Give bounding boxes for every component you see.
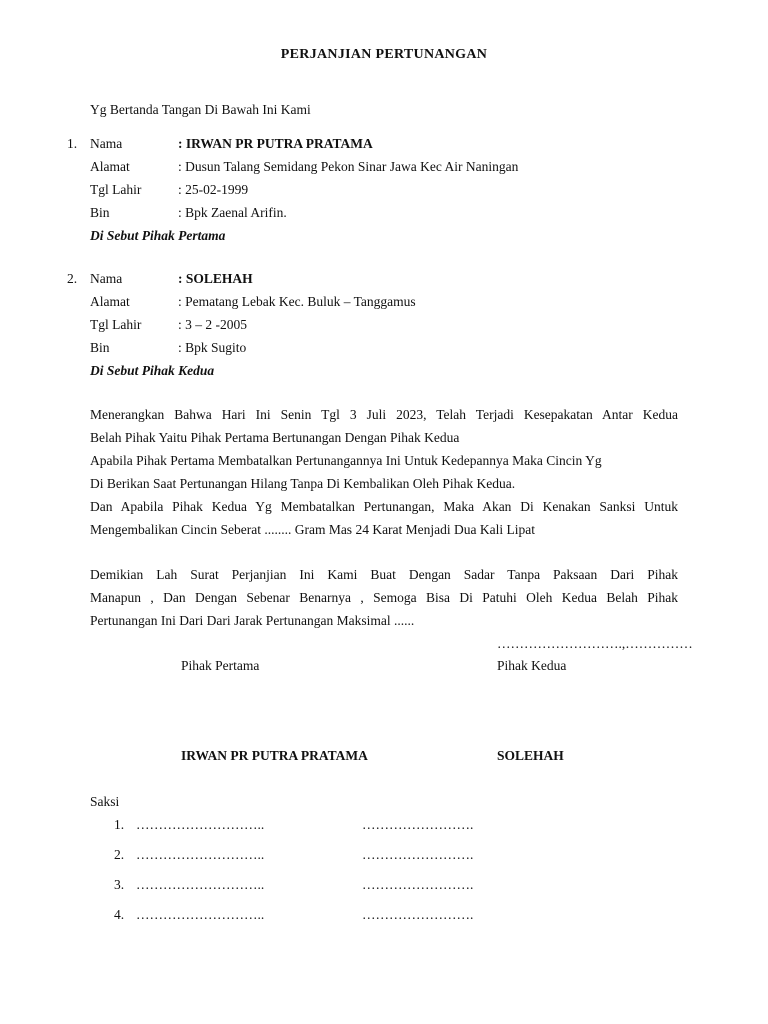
- witness-signature-line: ………………………..: [136, 907, 265, 922]
- agreement-line: Dan Apabila Pihak Kedua Yg Membatalkan Pertunangan, Maka Akan Di Kenakan Sanksi Untuk: [90, 499, 678, 514]
- party-2-designation: Di Sebut Pihak Kedua: [90, 363, 215, 378]
- witness-signature-line: ………………………..: [136, 877, 265, 892]
- document-title: PERJANJIAN PERTUNANGAN: [280, 47, 488, 62]
- party-2-father-label: Bin: [90, 340, 110, 355]
- party-1-designation: Di Sebut Pihak Pertama: [90, 228, 226, 243]
- agreement-line: Apabila Pihak Pertama Membatalkan Pertunangannya Ini Untuk Kedepannya Maka Cincin Yg: [90, 453, 602, 468]
- intro-text: Yg Bertanda Tangan Di Bawah Ini Kami: [90, 102, 311, 117]
- witness-number: 2.: [114, 847, 125, 862]
- agreement-line: Belah Pihak Yaitu Pihak Pertama Bertunangan Dengan Pihak Kedua: [90, 430, 460, 445]
- party-2-number: 2.: [67, 271, 78, 286]
- closing-paragraph: [90, 563, 678, 632]
- party-1-name-label: Nama: [90, 136, 123, 151]
- agreement-line: Mengembalikan Cincin Seberat ........ Gram Mas 24 Karat Menjadi Dua Kali Lipat: [90, 522, 536, 537]
- party-1-address-label: Alamat: [90, 159, 130, 174]
- first-party-role: Pihak Pertama: [181, 658, 260, 673]
- agreement-line: Menerangkan Bahwa Hari Ini Senin Tgl 3 Juli 2023, Telah Terjadi Kesepakatan Antar Kedua: [90, 407, 678, 422]
- closing-line: Pertunangan Ini Dari Dari Jarak Pertunangan Maksimal ......: [90, 613, 415, 628]
- party-2-address-value: : Pematang Lebak Kec. Buluk – Tanggamus: [178, 294, 416, 309]
- party-2-birthdate-label: Tgl Lahir: [90, 317, 142, 332]
- witness-name-line: …………………….: [362, 907, 474, 922]
- agreement-line: Di Berikan Saat Pertunangan Hilang Tanpa Di Kembalikan Oleh Pihak Kedua.: [90, 476, 516, 491]
- place-date-line: ……………………….,……………: [497, 636, 693, 651]
- party-1-address-value: : Dusun Talang Semidang Pekon Sinar Jawa Kec Air Naningan: [178, 159, 519, 174]
- party-2-name-value: : SOLEHAH: [178, 271, 253, 286]
- party-2-birthdate-value: : 3 – 2 -2005: [178, 317, 247, 332]
- party-2-name-label: Nama: [90, 271, 123, 286]
- witness-number: 4.: [114, 907, 125, 922]
- party-1-father-value: : Bpk Zaenal Arifin.: [178, 205, 287, 220]
- witness-name-line: …………………….: [362, 847, 474, 862]
- witness-name-line: …………………….: [362, 877, 474, 892]
- party-2-father-value: : Bpk Sugito: [178, 340, 247, 355]
- second-party-role: Pihak Kedua: [497, 658, 567, 673]
- witness-number: 3.: [114, 877, 125, 892]
- closing-line: Demikian Lah Surat Perjanjian Ini Kami Buat Dengan Sadar Tanpa Paksaan Dari Pihak: [90, 567, 678, 582]
- first-party-signature-name: IRWAN PR PUTRA PRATAMA: [181, 748, 368, 763]
- witness-name-line: …………………….: [362, 817, 474, 832]
- party-2-address-label: Alamat: [90, 294, 130, 309]
- closing-line: Manapun , Dan Dengan Sebenar Benarnya , Semoga Bisa Di Patuhi Oleh Kedua Belah Pihak: [90, 590, 678, 605]
- witness-heading: Saksi: [90, 794, 120, 809]
- witness-number: 1.: [114, 817, 125, 832]
- party-1-number: 1.: [67, 136, 78, 151]
- witness-signature-line: ………………………..: [136, 817, 265, 832]
- party-1-birthdate-value: : 25-02-1999: [178, 182, 249, 197]
- party-1-name-value: : IRWAN PR PUTRA PRATAMA: [178, 136, 373, 151]
- agreement-paragraph: [90, 403, 678, 541]
- party-1-birthdate-label: Tgl Lahir: [90, 182, 142, 197]
- second-party-signature-name: SOLEHAH: [497, 748, 564, 763]
- witness-signature-line: ………………………..: [136, 847, 265, 862]
- party-1-father-label: Bin: [90, 205, 110, 220]
